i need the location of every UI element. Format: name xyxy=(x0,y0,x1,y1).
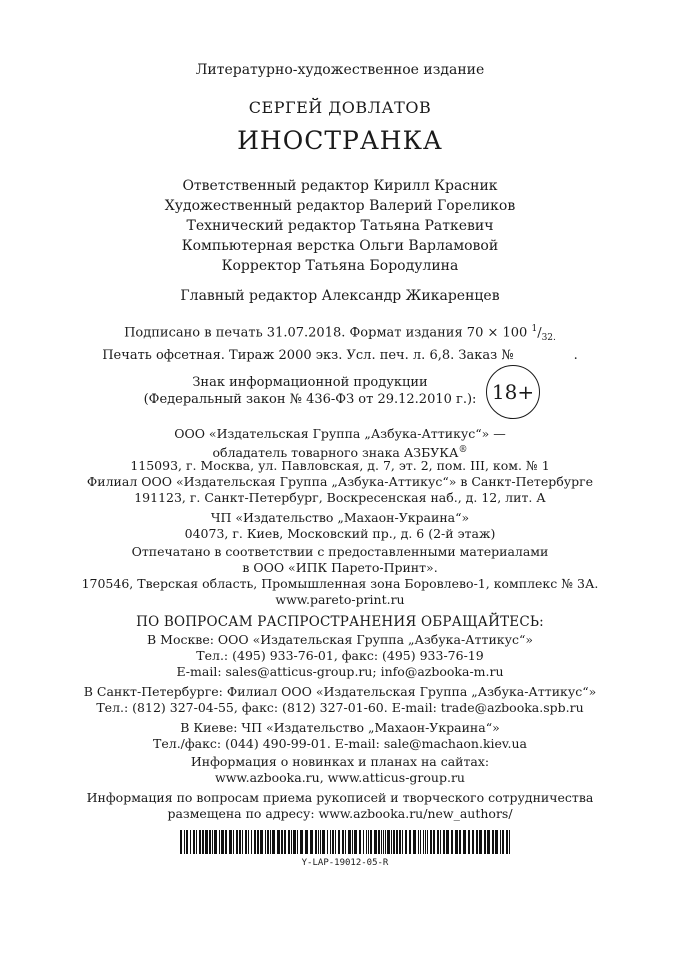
barcode-bar xyxy=(440,830,441,854)
barcode-bar xyxy=(387,830,390,854)
barcode-bar xyxy=(330,830,331,854)
barcode-bar xyxy=(385,830,386,854)
barcode-bar xyxy=(359,830,361,854)
barcode-bar xyxy=(335,830,336,854)
book-author: СЕРГЕЙ ДОВЛАТОВ xyxy=(248,98,432,117)
barcode-bar xyxy=(245,830,247,854)
barcode-bar xyxy=(212,830,213,854)
barcode-bar xyxy=(487,830,490,854)
barcode-bar xyxy=(484,830,486,854)
barcode-label: Y-LAP-19012-05-R xyxy=(301,858,389,868)
barcode-bar xyxy=(293,830,296,854)
barcode-bar xyxy=(267,830,269,854)
contacts-spb-line2: Тел.: (812) 327-04-55, факс: (812) 327-01-60. E-mail: trade@azbooka.spb.ru xyxy=(96,700,584,715)
barcode-bar xyxy=(225,830,227,854)
imprint-printer-address: 170546, Тверская область, Промышленная зона Боровлево-1, комплекс № 3А. xyxy=(81,576,599,591)
barcode-bar xyxy=(374,830,377,854)
imprint-publisher: ООО «Издательская Группа „Азбука-Аттикус“» — xyxy=(174,426,506,441)
barcode-bar xyxy=(345,830,346,854)
barcode-bar xyxy=(430,830,432,854)
barcode-bar xyxy=(270,830,271,854)
print-info-line1 xyxy=(0,320,680,347)
barcode-bar xyxy=(229,830,232,854)
barcode-bar xyxy=(186,830,188,854)
barcode-bar xyxy=(310,830,313,854)
barcode-bar xyxy=(368,830,369,854)
contacts-kiev-line1: В Киеве: ЧП «Издательство „Махаон-Украина“» xyxy=(180,720,500,735)
barcode-bar xyxy=(425,830,426,854)
barcode-bar xyxy=(492,830,494,854)
barcode-bar xyxy=(446,830,449,854)
barcode-bar xyxy=(300,830,303,854)
barcode-bar xyxy=(396,830,398,854)
barcode-bar xyxy=(233,830,234,854)
barcode-bar xyxy=(184,830,185,854)
barcode-bar xyxy=(190,830,191,854)
trademark-text: обладатель товарного знака АЗБУКА xyxy=(212,445,459,461)
barcode-bar xyxy=(260,830,263,854)
barcode-bar xyxy=(495,830,498,854)
barcode-bar xyxy=(221,830,224,854)
barcode-bar xyxy=(433,830,435,854)
barcode-bar xyxy=(472,830,474,854)
barcode-bar xyxy=(451,830,453,854)
barcode-bar xyxy=(479,830,482,854)
print-info-line2 xyxy=(0,347,680,365)
format-dot: . xyxy=(553,332,556,343)
barcode-bar xyxy=(277,830,280,854)
barcode-bar xyxy=(393,830,395,854)
barcode-bar xyxy=(354,830,357,854)
barcode-bar xyxy=(391,830,392,854)
barcode-bar xyxy=(196,830,197,854)
barcode-bar xyxy=(437,830,439,854)
contacts-heading: ПО ВОПРОСАМ РАСПРОСТРАНЕНИЯ ОБРАЩАЙТЕСЬ: xyxy=(136,614,544,630)
imprint-printed-line2: в ООО «ИПК Парето-Принт». xyxy=(242,560,438,575)
barcode-bar xyxy=(288,830,290,854)
barcode-bar xyxy=(409,830,411,854)
imprint-printed-line1: Отпечатано в соответствии с предоставленными материалами xyxy=(131,544,549,559)
contacts-moscow-line2: Тел.: (495) 933-76-01, факс: (495) 933-76-19 xyxy=(196,648,484,663)
format-slash: / xyxy=(537,325,542,341)
barcode-bar xyxy=(236,830,238,854)
barcode-bar xyxy=(315,830,317,854)
barcode-bar xyxy=(423,830,424,854)
book-title: ИНОСТРАНКА xyxy=(237,126,443,155)
imprint-publisher-address: 115093, г. Москва, ул. Павловская, д. 7, эт. 2, пом. III, ком. № 1 xyxy=(130,458,550,473)
age-rating-badge xyxy=(486,365,540,419)
print-info-order: Печать офсетная. Тираж 2000 экз. Усл. печ. л. 6,8. Заказ № xyxy=(102,347,514,363)
imprint-branch-spb-address: 191123, г. Санкт-Петербург, Воскресенская наб., д. 12, лит. А xyxy=(134,490,546,505)
barcode-bar xyxy=(509,830,510,854)
imprint-kiev-publisher: ЧП «Издательство „Махаон-Украина“» xyxy=(210,510,470,525)
print-info-order-end: . xyxy=(573,347,578,363)
barcode-bar xyxy=(455,830,458,854)
barcode-bar xyxy=(281,830,283,854)
barcode-bar xyxy=(320,830,321,854)
barcode-bar xyxy=(214,830,217,854)
barcode-bar xyxy=(248,830,249,854)
barcode-bar xyxy=(381,830,382,854)
credit-line: Художественный редактор Валерий Гореликов xyxy=(164,198,516,214)
chief-editor: Главный редактор Александр Жикаренцев xyxy=(180,288,500,304)
contacts-spb-line1: В Санкт-Петербурге: Филиал ООО «Издательская Группа „Азбука-Аттикус“» xyxy=(83,684,597,699)
barcode-bar xyxy=(254,830,256,854)
barcode-bar xyxy=(193,830,195,854)
barcode-bar xyxy=(459,830,461,854)
print-info xyxy=(0,320,680,365)
credit-line: Технический редактор Татьяна Раткевич xyxy=(186,218,494,234)
barcode-bar xyxy=(378,830,380,854)
barcode-bar xyxy=(420,830,421,854)
print-info-text: Подписано в печать 31.07.2018. Формат издания 70 × 100 xyxy=(124,325,532,341)
barcode-bar xyxy=(219,830,220,854)
barcode-bar xyxy=(305,830,308,854)
barcode-bar xyxy=(427,830,428,854)
barcode-bar xyxy=(205,830,208,854)
contacts-kiev-line2: Тел./факс: (044) 490-99-01. E-mail: sale@machaon.kiev.ua xyxy=(153,736,527,751)
barcode-bar xyxy=(199,830,201,854)
barcode-bar xyxy=(348,830,351,854)
barcode-bar xyxy=(202,830,204,854)
barcode-bar xyxy=(327,830,328,854)
barcode-bar xyxy=(418,830,419,854)
contacts-news-line1: Информация о новинках и планах на сайтах: xyxy=(190,754,490,769)
age-rating-label xyxy=(130,374,490,408)
registered-mark: ® xyxy=(458,445,468,455)
barcode-bar xyxy=(332,830,334,854)
contacts-moscow-line1: В Москве: ООО «Издательская Группа „Азбука-Аттикус“» xyxy=(146,632,534,647)
barcode-bar xyxy=(366,830,367,854)
barcode-bar xyxy=(443,830,445,854)
barcode-bar xyxy=(402,830,403,854)
credit-line: Корректор Татьяна Бородулина xyxy=(221,258,459,274)
barcode-bar xyxy=(463,830,466,854)
age-rating-label-line2: (Федеральный закон № 436-ФЗ от 29.12.2010 г.): xyxy=(143,392,477,407)
barcode-bar xyxy=(342,830,344,854)
barcode-bar xyxy=(291,830,292,854)
barcode-bar xyxy=(363,830,364,854)
barcode-bar xyxy=(242,830,243,854)
format-denominator: 32 xyxy=(541,332,554,343)
barcode-bar xyxy=(297,830,298,854)
credit-line: Ответственный редактор Кирилл Красник xyxy=(182,178,498,194)
barcode-bar xyxy=(338,830,340,854)
barcode-bar xyxy=(251,830,252,854)
barcode xyxy=(180,830,510,854)
barcode-bar xyxy=(284,830,286,854)
barcode-bar xyxy=(370,830,372,854)
credit-line: Компьютерная верстка Ольги Варламовой xyxy=(181,238,499,254)
barcode-bar xyxy=(257,830,259,854)
barcode-bar xyxy=(352,830,353,854)
barcode-bar xyxy=(383,830,384,854)
age-rating-label-line1: Знак информационной продукции xyxy=(192,375,428,390)
barcode-bar xyxy=(476,830,478,854)
imprint-kiev-address: 04073, г. Киев, Московский пр., д. 6 (2-й этаж) xyxy=(184,526,496,541)
barcode-bar xyxy=(399,830,401,854)
barcode-bar xyxy=(506,830,508,854)
barcode-bar xyxy=(272,830,275,854)
age-rating-value: 18+ xyxy=(491,380,535,404)
series-caption: Литературно-художественное издание xyxy=(195,62,485,78)
barcode-bar xyxy=(502,830,504,854)
imprint-printer-site: www.pareto-print.ru xyxy=(275,592,405,607)
contacts-manuscripts-line2: размещена по адресу: www.azbooka.ru/new_authors/ xyxy=(167,806,513,821)
barcode-bar xyxy=(500,830,501,854)
barcode-bar xyxy=(468,830,470,854)
barcode-bar xyxy=(209,830,211,854)
barcode-bar xyxy=(405,830,407,854)
barcode-bar xyxy=(413,830,416,854)
contacts-moscow-line3: E-mail: sales@atticus-group.ru; info@azbooka-m.ru xyxy=(176,664,504,679)
contacts-manuscripts-line1: Информация по вопросам приема рукописей и творческого сотрудничества xyxy=(86,790,594,805)
barcode-bar xyxy=(322,830,325,854)
imprint-branch-spb: Филиал ООО «Издательская Группа „Азбука-Аттикус“» в Санкт-Петербурге xyxy=(86,474,594,489)
barcode-bar xyxy=(318,830,319,854)
barcode-bar xyxy=(180,830,182,854)
format-numerator: 1 xyxy=(531,324,538,334)
barcode-bar xyxy=(239,830,241,854)
barcode-bar xyxy=(265,830,266,854)
contacts-news-line2: www.azbooka.ru, www.atticus-group.ru xyxy=(215,770,465,785)
